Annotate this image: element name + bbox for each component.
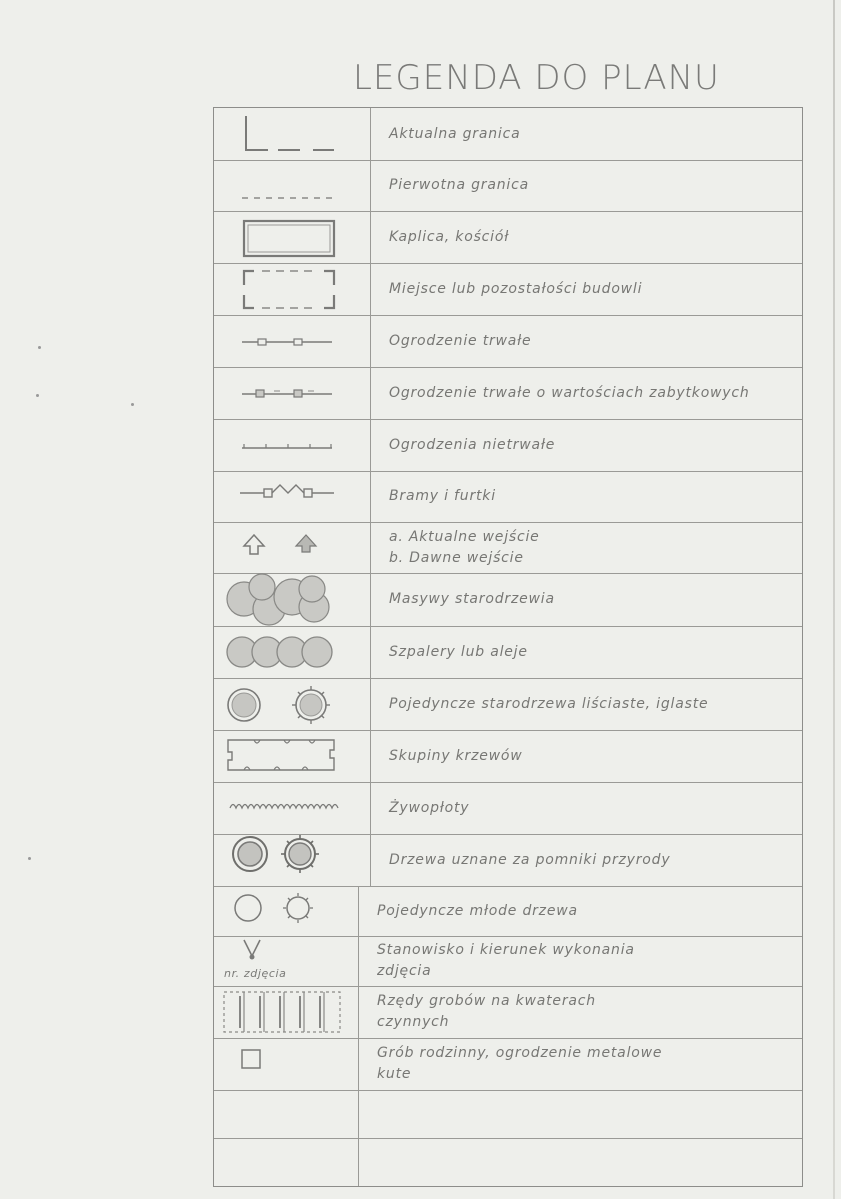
legend-symbol-cell — [214, 626, 371, 678]
single-old-trees-icon — [214, 678, 371, 730]
legend-label: Pojedyncze starodrzewa liściaste, iglaste — [389, 695, 709, 712]
legend-label: Żywopłoty — [389, 799, 470, 816]
legend-symbol-cell — [214, 986, 359, 1038]
legend-label — [359, 1090, 802, 1138]
paper-speck — [28, 857, 31, 860]
legend-label: Ogrodzenia nietrwałe — [389, 436, 556, 453]
paper-speck — [36, 394, 39, 397]
legend-row — [214, 782, 802, 835]
legend-label: Szpalery lub aleje — [389, 643, 528, 660]
legend-label: Miejsce lub pozostałości budowli — [389, 280, 643, 297]
legend-row — [214, 573, 802, 627]
legend-symbol-cell — [214, 1090, 359, 1138]
legend-label: Aktualna granica — [389, 125, 521, 142]
legend-symbol-cell — [214, 936, 359, 986]
legend-row — [214, 367, 802, 420]
legend-symbol-cell — [214, 678, 371, 730]
hedge-icon — [214, 782, 371, 834]
legend-symbol-cell — [214, 419, 371, 471]
gates-icon — [214, 471, 371, 522]
original-boundary-icon — [214, 160, 371, 211]
legend-symbol-cell — [214, 315, 371, 367]
legend-symbol-cell — [214, 522, 371, 573]
single-young-trees-icon — [214, 886, 359, 936]
legend-row — [214, 471, 802, 523]
legend-label: Ogrodzenie trwałe o wartościach zabytkowych — [389, 384, 750, 401]
empty-legend-row — [214, 1090, 802, 1139]
legend-symbol-cell — [214, 730, 371, 782]
legend-row — [214, 263, 802, 316]
legend-label: a. Aktualne wejście b. Dawne wejście — [389, 528, 540, 566]
page-title: LEGENDA DO PLANU — [353, 58, 720, 98]
permanent-fence-icon — [214, 315, 371, 367]
legend-label: Ogrodzenie trwałe — [389, 332, 532, 349]
legend-symbol-cell — [214, 108, 371, 160]
legend-label — [359, 1138, 802, 1186]
photo-number-caption: nr. zdjęcia — [224, 967, 287, 980]
legend-table — [213, 107, 803, 1187]
legend-symbol-cell — [214, 573, 371, 626]
building-remains-icon — [214, 263, 371, 315]
legend-row — [214, 886, 802, 937]
paper-speck — [131, 403, 134, 406]
empty-legend-row — [214, 1138, 802, 1186]
legend-label: Masywy starodrzewia — [389, 591, 555, 607]
paper-speck — [38, 346, 41, 349]
legend-symbol-cell — [214, 886, 359, 936]
legend-label: Kaplica, kościół — [389, 228, 510, 245]
legend-symbol-cell — [214, 160, 371, 211]
page-edge — [833, 0, 835, 1199]
legend-label: Rzędy grobów na kwaterach czynnych — [377, 993, 596, 1030]
legend-row — [214, 626, 802, 679]
legend-label: Pojedyncze młode drzewa — [377, 902, 578, 919]
legend-label: Skupiny krzewów — [389, 747, 523, 764]
legend-row — [214, 730, 802, 783]
temporary-fence-icon — [214, 419, 371, 471]
chapel-church-icon — [214, 211, 371, 263]
old-tree-masses-icon — [214, 573, 371, 626]
legend-symbol-cell — [214, 263, 371, 315]
legend-row — [214, 1038, 802, 1091]
monument-trees-icon — [214, 834, 371, 886]
family-grave-icon — [214, 1038, 359, 1090]
historic-fence-icon — [214, 367, 371, 419]
legend-row — [214, 211, 802, 264]
legend-row — [214, 522, 802, 574]
legend-row — [214, 936, 802, 987]
legend-symbol-cell — [214, 1138, 359, 1186]
legend-row — [214, 315, 802, 368]
legend-label: Stanowisko i kierunek wykonania zdjęcia — [377, 942, 635, 979]
grave-rows-icon — [214, 986, 359, 1038]
legend-symbol-cell — [214, 782, 371, 834]
legend-label: Grób rodzinny, ogrodzenie metalowe kute — [377, 1045, 663, 1082]
current-boundary-icon — [214, 108, 371, 160]
legend-label: Bramy i furtki — [389, 488, 496, 504]
shrub-groups-icon — [214, 730, 371, 782]
legend-row — [214, 678, 802, 731]
legend-row — [214, 108, 802, 161]
legend-symbol-cell — [214, 211, 371, 263]
legend-row — [214, 834, 802, 887]
legend-symbol-cell — [214, 1038, 359, 1090]
tree-rows-icon — [214, 626, 371, 678]
legend-label: Pierwotna granica — [389, 177, 529, 193]
legend-row — [214, 160, 802, 212]
legend-row — [214, 419, 802, 472]
legend-symbol-cell — [214, 471, 371, 522]
legend-symbol-cell — [214, 367, 371, 419]
legend-row — [214, 986, 802, 1039]
entrance-arrows-icon — [214, 522, 371, 573]
legend-label: Drzewa uznane za pomniki przyrody — [389, 851, 671, 868]
legend-symbol-cell — [214, 834, 371, 886]
